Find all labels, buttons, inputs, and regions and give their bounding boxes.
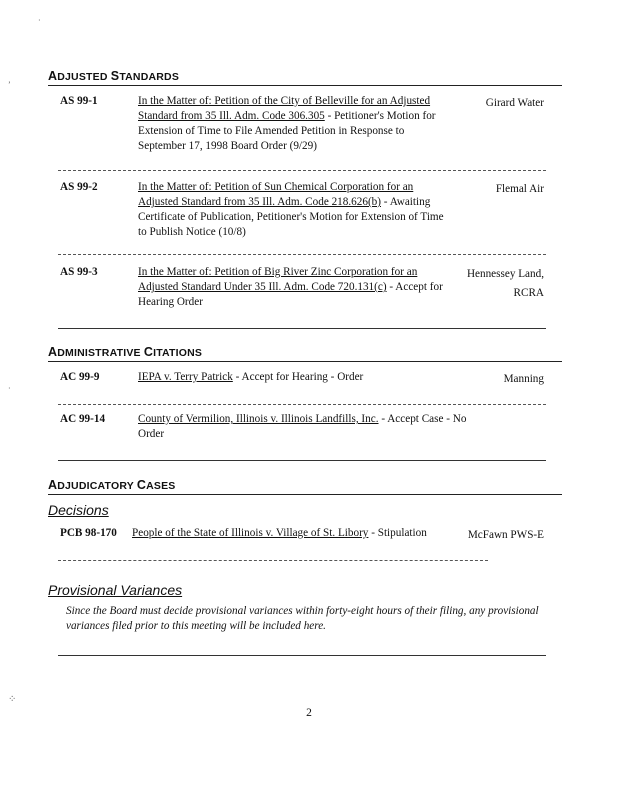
divider — [58, 460, 546, 461]
case-number: AS 99-1 — [60, 95, 98, 107]
case-assignment: Girard Water — [485, 97, 544, 109]
case-link[interactable]: In the Matter of: Petition of Sun Chemical Corporation for an Adjusted Standard from 35 Ill. Adm. Code 218.626(b) — [138, 181, 414, 208]
case-link[interactable]: IEPA v. Terry Patrick — [138, 371, 233, 383]
case-assignment: McFawn PWS-E — [467, 529, 544, 541]
divider — [58, 328, 546, 329]
case-number: AC 99-14 — [60, 413, 106, 425]
scan-speck: · — [38, 16, 41, 25]
scan-speck: · — [8, 384, 11, 393]
case-number: AC 99-9 — [60, 371, 100, 383]
divider — [58, 655, 546, 656]
scan-speck: ⁘ — [8, 694, 17, 705]
section-heading-administrative-citations: ADMINISTRATIVE CITATIONS — [48, 345, 562, 362]
case-entry — [60, 412, 544, 446]
case-description: In the Matter of: Petition of Sun Chemical Corporation for an Adjusted Standard from 35 Ill. Adm. Code 218.626(b) - Awaiting Certificate of Publication, Petitioner's Motion for Extension of Time to Publish Notice (10/8) — [138, 181, 444, 238]
case-description: In the Matter of: Petition of Big River Zinc Corporation for an Adjusted Standard Under 35 Ill. Adm. Code 720.131(c) - Accept for Hearing Order — [138, 266, 443, 308]
case-description: People of the State of Illinois v. Village of St. Libory - Stipulation — [132, 527, 427, 539]
case-description: County of Vermilion, Illinois v. Illinois Landfills, Inc. - Accept Case - No Order — [138, 413, 467, 440]
case-number: AS 99-2 — [60, 181, 98, 193]
case-link[interactable]: In the Matter of: Petition of Big River Zinc Corporation for an Adjusted Standard Under 35 Ill. Adm. Code 720.131(c) — [138, 266, 418, 293]
case-entry — [60, 370, 544, 394]
case-description: In the Matter of: Petition of the City of Belleville for an Adjusted Standard from 35 Ill. Adm. Code 306.305 - Petitioner's Motion for Extension of Time to File Amended Petition in Response to September 17, 1998 Board Order (9/29) — [138, 95, 436, 152]
case-assignment: Flemal Air — [495, 183, 544, 195]
case-assignment: Manning — [503, 373, 544, 385]
case-assignment: Hennessey Land, RCRA — [466, 268, 544, 299]
divider — [58, 404, 546, 405]
case-entry — [60, 265, 544, 321]
scan-speck: ʼ — [8, 80, 11, 89]
divider — [58, 560, 488, 561]
case-link[interactable]: In the Matter of: Petition of the City of Belleville for an Adjusted Standard from 35 Ill. Adm. Code 306.305 — [138, 95, 431, 122]
case-description: IEPA v. Terry Patrick - Accept for Hearing - Order — [138, 371, 364, 383]
case-number: AS 99-3 — [60, 266, 98, 278]
subheading-decisions: Decisions — [48, 502, 109, 518]
case-link[interactable]: People of the State of Illinois v. Village of St. Libory — [132, 527, 369, 539]
divider — [58, 170, 546, 171]
case-number: PCB 98-170 — [60, 527, 117, 539]
provisional-variances-note: Since the Board must decide provisional variances within forty-eight hours of their filing, any provisional variances filed prior to this meeting will be included here. — [66, 605, 539, 632]
case-entry — [60, 180, 544, 244]
page-number: 2 — [306, 707, 312, 719]
section-heading-adjudicatory-cases: ADJUDICATORY CASES — [48, 478, 562, 495]
section-heading-adjusted-standards: ADJUSTED STANDARDS — [48, 69, 562, 86]
subheading-provisional-variances: Provisional Variances — [48, 582, 183, 598]
case-link[interactable]: County of Vermilion, Illinois v. Illinois Landfills, Inc. — [138, 413, 379, 425]
case-entry — [60, 94, 544, 158]
divider — [58, 254, 546, 255]
